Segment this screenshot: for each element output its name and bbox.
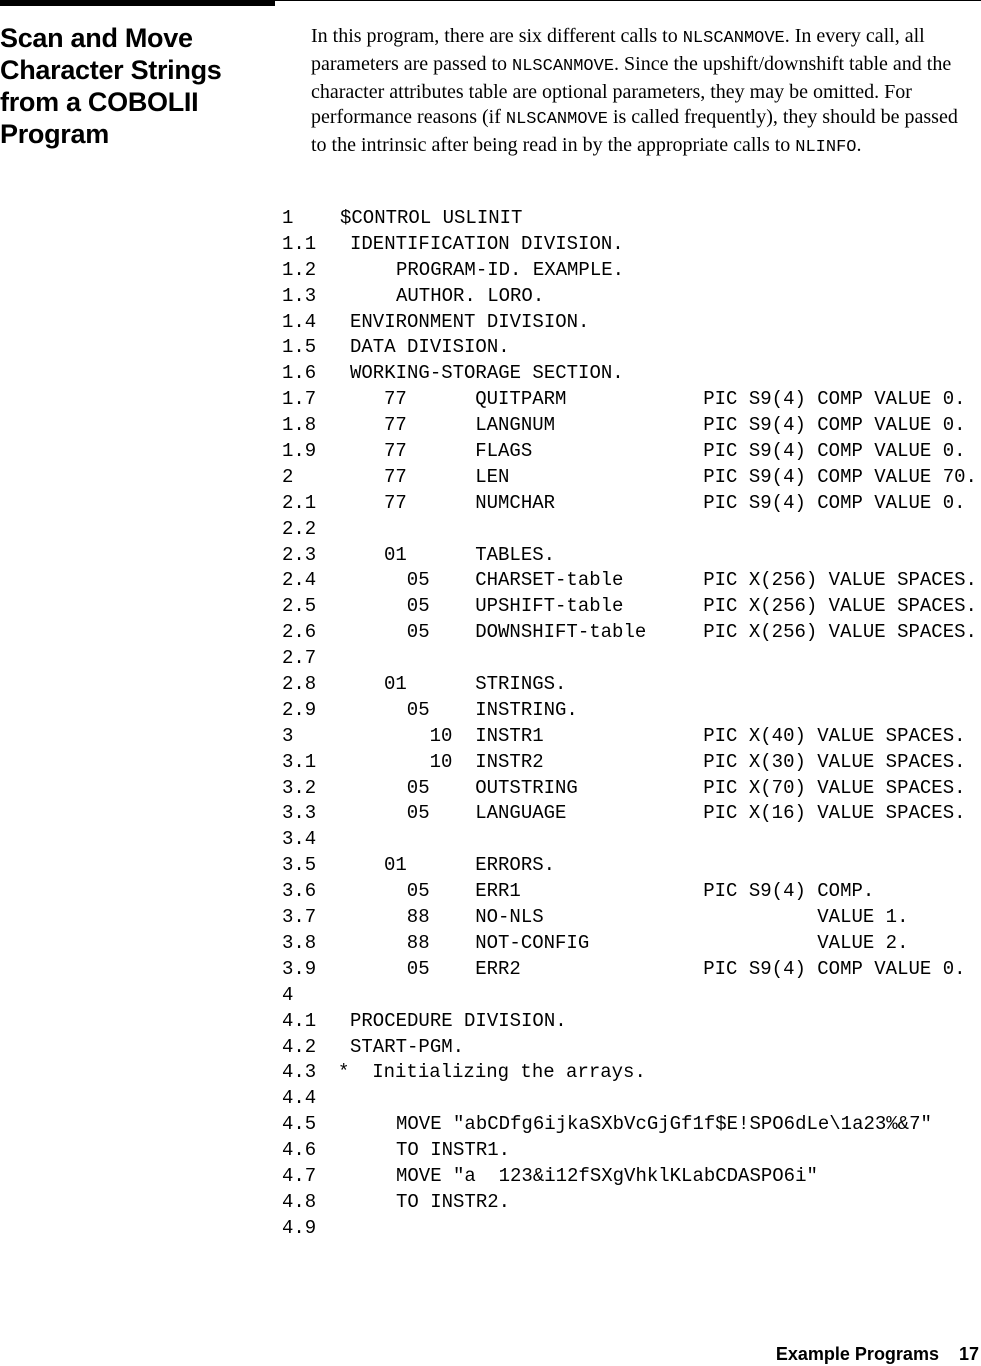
line-number: 2.7 xyxy=(282,647,317,670)
code-line xyxy=(282,801,981,827)
intro-text: . xyxy=(856,134,862,157)
code-line xyxy=(282,465,981,491)
line-text: 77 QUITPARM PIC S9(4) COMP VALUE 0. xyxy=(384,388,966,411)
line-number: 3.9 xyxy=(282,957,317,980)
heading-line: Scan and Move xyxy=(0,23,193,53)
line-number: 3.4 xyxy=(282,828,317,851)
code-line xyxy=(282,310,981,336)
line-number: 1 xyxy=(282,207,294,229)
footer-section-title: Example Programs xyxy=(775,1344,939,1364)
line-number: 4.4 xyxy=(282,1087,317,1110)
line-text: 77 NUMCHAR PIC S9(4) COMP VALUE 0. xyxy=(384,491,966,514)
line-number: 4.7 xyxy=(282,1164,317,1187)
line-text: AUTHOR. LORO. xyxy=(396,284,545,307)
section-heading xyxy=(0,22,260,150)
line-number: 3.5 xyxy=(282,854,317,877)
line-text: MOVE "abCDfg6ijkaSXbVcGjGf1f$E!SPO6dLe\1a23%&7" xyxy=(396,1113,932,1136)
line-text: 77 LANGNUM PIC S9(4) COMP VALUE 0. xyxy=(384,414,966,437)
code-line xyxy=(282,1138,981,1164)
code-line xyxy=(282,439,981,465)
line-text: 01 TABLES. xyxy=(384,543,556,566)
line-number: 3 xyxy=(282,724,294,747)
code-line xyxy=(282,957,981,983)
code-line xyxy=(282,776,981,802)
heading-line: Character Strings xyxy=(0,55,222,85)
line-number: 4.1 xyxy=(282,1009,317,1032)
code-line xyxy=(282,1164,981,1190)
intrinsic-name: NLSCANMOVE xyxy=(512,56,615,76)
code-line xyxy=(282,724,981,750)
code-line xyxy=(282,413,981,439)
code-line xyxy=(282,905,981,931)
code-line xyxy=(282,232,981,258)
code-line xyxy=(282,1060,981,1086)
line-text: 77 LEN PIC S9(4) COMP VALUE 70. xyxy=(384,465,977,488)
line-number: 2.1 xyxy=(282,491,317,514)
line-text: 88 NO-NLS VALUE 1. xyxy=(384,906,909,929)
line-text: DATA DIVISION. xyxy=(350,336,510,359)
line-number: 3.8 xyxy=(282,931,317,954)
line-text: 05 DOWNSHIFT-table PIC X(256) VALUE SPACES. xyxy=(384,621,977,644)
line-number: 1.5 xyxy=(282,336,317,359)
line-text: 01 ERRORS. xyxy=(384,854,556,877)
line-number: 2.2 xyxy=(282,517,317,540)
code-line xyxy=(282,568,981,594)
intro-text: In this program, there are six different calls to xyxy=(311,25,683,47)
line-number: 1.6 xyxy=(282,362,317,385)
line-text: TO INSTR1. xyxy=(396,1139,511,1162)
code-line xyxy=(282,698,981,724)
intrinsic-name: NLSCANMOVE xyxy=(682,29,785,48)
line-text: 05 LANGUAGE PIC X(16) VALUE SPACES. xyxy=(384,802,966,825)
line-text: PROGRAM-ID. EXAMPLE. xyxy=(396,258,625,281)
code-line xyxy=(282,206,981,232)
heading-line: from a COBOLII xyxy=(0,87,199,117)
line-number: 1.2 xyxy=(282,258,317,281)
code-line xyxy=(282,983,981,1009)
line-number: 3.3 xyxy=(282,802,317,825)
line-number: 1.9 xyxy=(282,440,317,463)
line-text: $CONTROL USLINIT xyxy=(340,207,523,229)
line-number: 2.5 xyxy=(282,595,317,618)
page-number: 17 xyxy=(958,1344,979,1364)
line-text: 10 INSTR1 PIC X(40) VALUE SPACES. xyxy=(384,724,966,747)
line-text: 05 UPSHIFT-table PIC X(256) VALUE SPACES. xyxy=(384,595,977,618)
line-number: 4.8 xyxy=(282,1190,317,1213)
code-line xyxy=(282,620,981,646)
line-text: MOVE "a 123&i12fSXgVhklKLabCDASPO6i" xyxy=(396,1164,818,1187)
line-text: 05 ERR2 PIC S9(4) COMP VALUE 0. xyxy=(384,957,966,980)
code-line xyxy=(282,1112,981,1138)
code-line xyxy=(282,1009,981,1035)
line-text: 05 INSTRING. xyxy=(384,698,578,721)
code-line xyxy=(282,1216,981,1242)
line-number: 2.3 xyxy=(282,543,317,566)
line-text: ENVIRONMENT DIVISION. xyxy=(350,310,590,333)
line-text: PROCEDURE DIVISION. xyxy=(350,1009,567,1032)
code-line xyxy=(282,491,981,517)
code-line xyxy=(282,879,981,905)
line-number: 4.3 xyxy=(282,1061,317,1084)
code-line xyxy=(282,517,981,543)
line-number: 3.2 xyxy=(282,776,317,799)
line-text: 88 NOT-CONFIG VALUE 2. xyxy=(384,931,909,954)
line-number: 1.7 xyxy=(282,388,317,411)
code-line xyxy=(282,387,981,413)
line-number: 3.1 xyxy=(282,750,317,773)
code-line xyxy=(282,750,981,776)
line-number: 1.4 xyxy=(282,310,317,333)
line-text: 10 INSTR2 PIC X(30) VALUE SPACES. xyxy=(384,750,966,773)
page-footer xyxy=(776,1343,979,1365)
intro-text: is called frequently), they should be passed to the intrinsic after being read in by the appropriate calls to xyxy=(311,106,958,157)
code-listing xyxy=(282,206,981,1242)
line-number: 4.6 xyxy=(282,1139,317,1162)
code-line xyxy=(282,931,981,957)
line-number: 2 xyxy=(282,465,294,488)
code-line xyxy=(282,594,981,620)
code-line xyxy=(282,284,981,310)
line-text: IDENTIFICATION DIVISION. xyxy=(350,232,624,255)
line-number: 2.4 xyxy=(282,569,317,592)
line-number: 1.3 xyxy=(282,284,317,307)
line-text: 05 OUTSTRING PIC X(70) VALUE SPACES. xyxy=(384,776,966,799)
code-line xyxy=(282,672,981,698)
code-line xyxy=(282,335,981,361)
top-rule-thin xyxy=(275,0,981,1)
intro-text: . Since the upshift/downshift table and the character attributes table are optional parameters, they may be omitted. For performance reasons (if xyxy=(311,52,952,129)
code-line xyxy=(282,1086,981,1112)
code-line xyxy=(282,853,981,879)
heading-line: Program xyxy=(0,119,109,149)
intro-text: . In every call, all parameters are passed to xyxy=(311,25,925,75)
line-text: START-PGM. xyxy=(350,1035,465,1058)
line-text: 05 CHARSET-table PIC X(256) VALUE SPACES. xyxy=(384,569,977,592)
line-text: 05 ERR1 PIC S9(4) COMP. xyxy=(384,880,875,903)
code-line xyxy=(282,1190,981,1216)
top-rule-thick xyxy=(0,0,275,6)
intrinsic-name: NLINFO xyxy=(795,138,857,158)
line-text: WORKING-STORAGE SECTION. xyxy=(350,362,624,385)
line-text: 01 STRINGS. xyxy=(384,673,567,696)
code-line xyxy=(282,827,981,853)
line-number: 4.5 xyxy=(282,1113,317,1136)
line-text: 77 FLAGS PIC S9(4) COMP VALUE 0. xyxy=(384,440,966,463)
code-line xyxy=(282,543,981,569)
code-line xyxy=(282,646,981,672)
line-number: 2.8 xyxy=(282,673,317,696)
line-text: * Initializing the arrays. xyxy=(338,1061,646,1084)
line-text: TO INSTR2. xyxy=(396,1190,511,1213)
intrinsic-name: NLSCANMOVE xyxy=(505,110,608,130)
line-number: 2.6 xyxy=(282,621,317,644)
intro-paragraph xyxy=(311,24,976,161)
code-line xyxy=(282,258,981,284)
line-number: 4.9 xyxy=(282,1216,317,1239)
line-number: 2.9 xyxy=(282,698,317,721)
line-number: 1.8 xyxy=(282,414,317,437)
code-line xyxy=(282,361,981,387)
line-number: 3.6 xyxy=(282,880,317,903)
line-number: 1.1 xyxy=(282,232,317,255)
line-number: 3.7 xyxy=(282,906,317,929)
code-line xyxy=(282,1035,981,1061)
line-number: 4.2 xyxy=(282,1035,317,1058)
line-number: 4 xyxy=(282,983,294,1006)
